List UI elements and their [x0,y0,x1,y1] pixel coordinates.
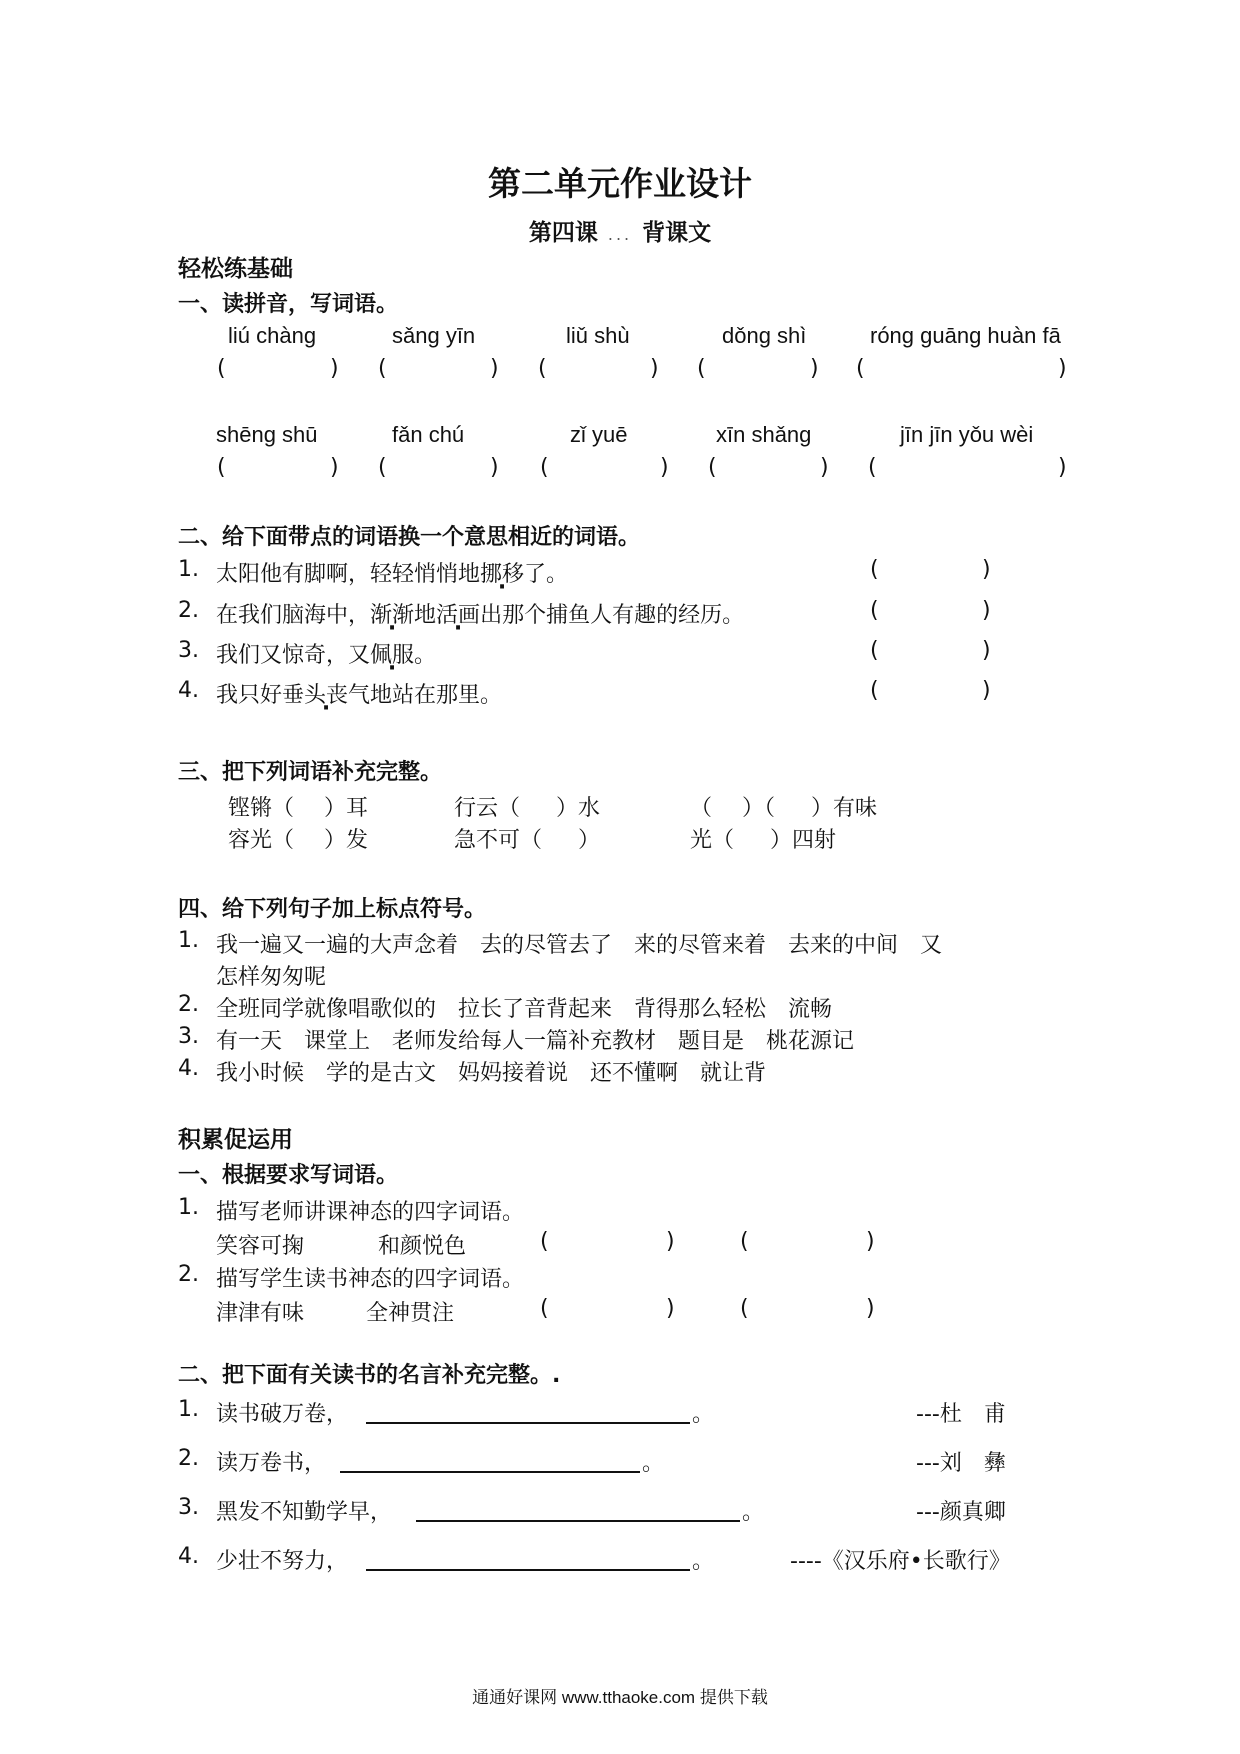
item-number: 1. [178,928,199,953]
subtitle-dots: ... [607,225,633,244]
answer-bracket-open[interactable]: ( [740,1229,749,1254]
prompt: 描写老师讲课神态的四字词语。 [216,1200,525,1225]
quote-author: ---颜真卿 [916,1500,1006,1525]
pinyin-item: zǐ yuē [570,422,628,447]
answer-bracket-open[interactable]: ( [870,638,879,663]
dotted-word: 垂头丧气 [282,683,371,708]
fill-line[interactable] [366,1569,690,1571]
fill-line[interactable] [340,1471,640,1473]
sentence: 我只好垂头丧气地站在那里。 [216,678,502,709]
pinyin-item: xīn shǎng [716,422,812,447]
lesson-label: 第四课 [528,220,598,246]
sentence: 我一遍又一遍的大声念着 去的尽管去了 来的尽管来着 去来的中间 又 [216,933,943,958]
quote-start: 黑发不知勤学早， [216,1500,393,1525]
item-number: 2. [178,598,199,623]
answer-bracket-close: ) [982,678,991,703]
dotted-word: 挪移 [480,562,525,587]
question-title: 一、根据要求写词语。 [178,1163,399,1188]
item-number: 4. [178,678,199,703]
answer-bracket-open[interactable]: ( [540,1229,549,1254]
item-number: 1. [178,557,199,582]
answer-bracket-open[interactable]: ( [540,1296,549,1321]
quote-end: 。 [642,1451,665,1476]
dotted-word: 活画 [436,603,481,628]
answer-bracket-close: ) [982,638,991,663]
answer-bracket-close: ) [982,557,991,582]
pinyin-item: róng guāng huàn fā [870,323,1061,348]
item-number: 4. [178,1056,199,1081]
sentence-cont: 怎样匆匆呢 [216,965,327,990]
example-word: 全神贯注 [366,1301,455,1326]
idiom-blank[interactable]: 急不可（ ） [454,828,601,853]
prompt: 描写学生读书神态的四字词语。 [216,1267,525,1292]
example-word: 笑容可掬 [216,1234,305,1259]
sentence: 在我们脑海中，渐渐地活画出那个捕鱼人有趣的经历。 [216,598,744,629]
pinyin-item: liú chàng [228,323,317,348]
lesson-topic: 背课文 [642,220,712,246]
item-number: 1. [178,1195,199,1220]
quote-end: 。 [692,1402,715,1427]
pinyin-item: fǎn chú [392,422,465,447]
pinyin-item: shēng shū [216,422,318,447]
answer-bracket-close: ) [982,598,991,623]
quote-start: 读万卷书， [216,1451,327,1476]
quote-author: ----《汉乐府•长歌行》 [790,1549,1011,1574]
pinyin-item: liǔ shù [566,323,630,348]
sentence: 有一天 课堂上 老师发给每人一篇补充教材 题目是 桃花源记 [216,1029,855,1054]
footer-source: 通通好课网 www.tthaoke.com 提供下载 [472,1688,768,1707]
fill-line[interactable] [366,1422,690,1424]
quote-end: 。 [742,1500,765,1525]
item-number: 3. [178,1495,199,1520]
sentence: 我小时候 学的是古文 妈妈接着说 还不懂啊 就让背 [216,1061,767,1086]
quote-end: 。 [692,1549,715,1574]
quote-author: ---刘 彝 [916,1451,1006,1476]
idiom-blank[interactable]: 铿锵（ ）耳 [228,796,369,821]
question-title: 三、把下列词语补充完整。 [178,760,443,785]
answer-bracket-open[interactable]: ( [870,557,879,582]
sentence: 太阳他有脚啊，轻轻悄悄地挪移了。 [216,557,568,588]
example-word: 津津有味 [216,1301,305,1326]
quote-author: ---杜 甫 [916,1402,1006,1427]
idiom-blank[interactable]: 容光（ ）发 [228,828,369,853]
question-title: 四、给下列句子加上标点符号。 [178,897,487,922]
item-number: 4. [178,1544,199,1569]
section-heading-basic: 轻松练基础 [178,256,293,282]
answer-bracket-open[interactable]: ( [870,678,879,703]
question-title: 一、读拼音，写词语。 [178,292,399,317]
page-subtitle [0,214,1240,247]
sentence: 全班同学就像唱歌似的 拉长了音背起来 背得那么轻松 流畅 [216,997,833,1022]
pinyin-item: sǎng yīn [392,323,476,348]
quote-start: 少壮不努力， [216,1549,349,1574]
item-number: 3. [178,1024,199,1049]
fill-line[interactable] [416,1520,740,1522]
item-number: 2. [178,1446,199,1471]
idiom-blank[interactable]: （ ）（ ）有味 [690,796,878,821]
quote-start: 读书破万卷， [216,1402,349,1427]
idiom-blank[interactable]: 光（ ）四射 [690,828,837,853]
pinyin-item: dǒng shì [722,323,807,348]
idiom-blank[interactable]: 行云（ ）水 [454,796,601,821]
section-heading-apply: 积累促运用 [178,1127,293,1153]
page-title: 第二单元作业设计 [488,164,752,203]
example-word: 和颜悦色 [378,1234,467,1259]
item-number: 2. [178,992,199,1017]
dotted-word: 渐渐 [370,603,415,628]
item-number: 1. [178,1397,199,1422]
question-title: 二、把下面有关读书的名言补充完整。. [178,1363,561,1388]
answer-bracket-open[interactable]: ( [870,598,879,623]
dotted-word: 佩服 [370,643,415,668]
question-title: 二、给下面带点的词语换一个意思相近的词语。 [178,525,641,550]
sentence: 我们又惊奇，又佩服。 [216,638,436,669]
answer-bracket-open[interactable]: ( [740,1296,749,1321]
item-number: 3. [178,638,199,663]
pinyin-item: jīn jīn yǒu wèi [900,422,1034,447]
item-number: 2. [178,1262,199,1287]
